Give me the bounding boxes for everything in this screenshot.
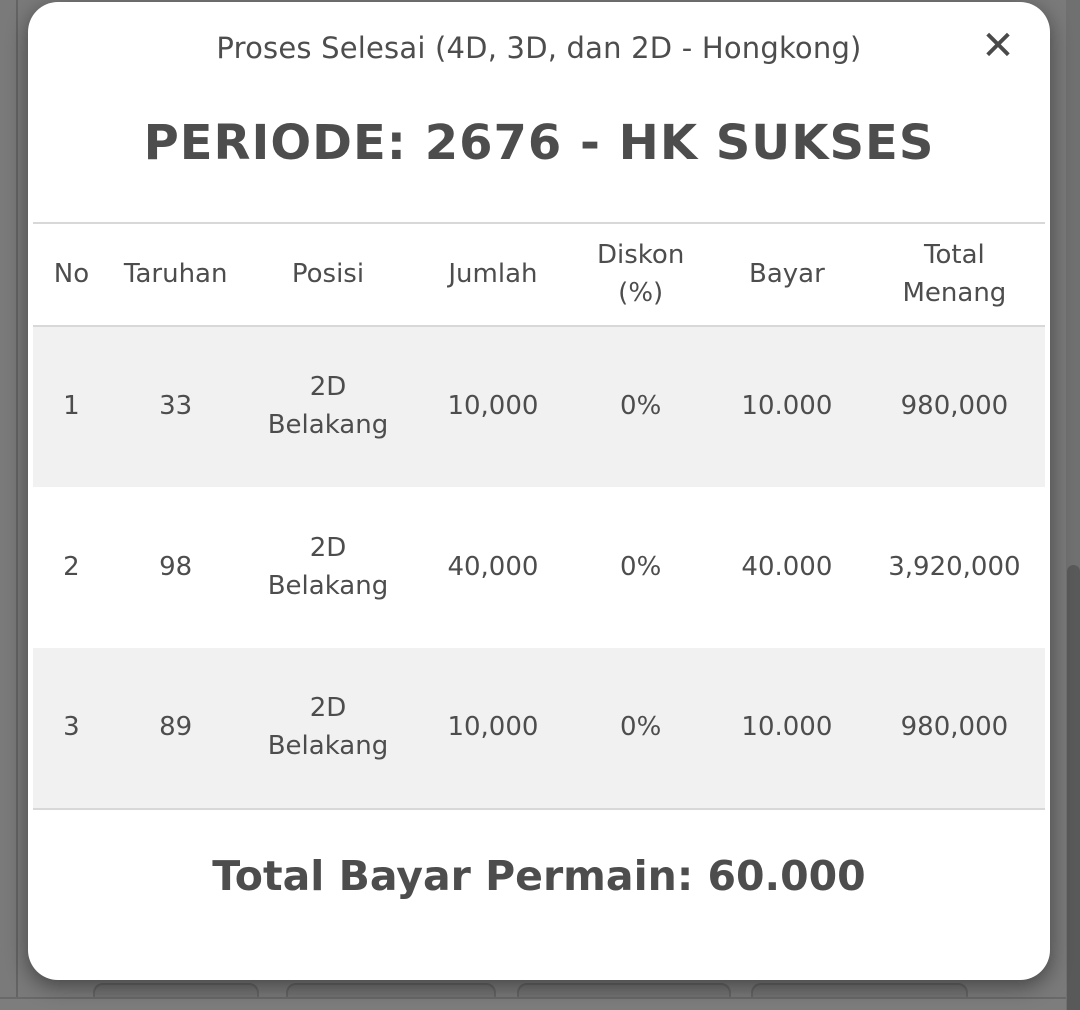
cell-diskon: 0% xyxy=(620,391,662,422)
column-header-diskon: Diskon (%) xyxy=(597,239,685,308)
cell-posisi: 2D Belakang xyxy=(267,532,389,601)
scrollbar-track[interactable] xyxy=(1066,0,1080,1010)
cell-taruhan: 33 xyxy=(159,391,193,422)
cell-bayar: 10.000 xyxy=(741,391,833,422)
cell-bayar: 40.000 xyxy=(741,551,833,582)
table-row xyxy=(33,648,1045,809)
bets-table-container xyxy=(33,222,1045,810)
total-bayar-line: Total Bayar Permain: 60.000 xyxy=(212,852,866,900)
scrollbar-thumb[interactable] xyxy=(1067,565,1080,1010)
background-page-edge xyxy=(16,0,18,1010)
column-header-total-menang: Total Menang xyxy=(902,239,1007,308)
background-bottom-bar xyxy=(0,997,1080,1010)
column-header-taruhan: Taruhan xyxy=(123,258,228,289)
cell-total-menang: 3,920,000 xyxy=(888,551,1021,582)
modal-title: Proses Selesai (4D, 3D, dan 2D - Hongkong) xyxy=(216,31,862,65)
column-header-posisi: Posisi xyxy=(291,258,365,289)
periode-heading: PERIODE: 2676 - HK SUKSES xyxy=(143,115,935,171)
cell-posisi: 2D Belakang xyxy=(267,372,389,440)
cell-taruhan: 89 xyxy=(159,712,193,743)
cell-no: 1 xyxy=(63,391,80,422)
process-complete-modal xyxy=(28,2,1050,980)
bets-table xyxy=(33,222,1045,810)
cell-posisi: 2D Belakang xyxy=(267,693,389,761)
cell-diskon: 0% xyxy=(620,551,662,582)
cell-total-menang: 980,000 xyxy=(900,391,1009,422)
cell-jumlah: 10,000 xyxy=(447,391,539,422)
cell-diskon: 0% xyxy=(620,712,662,743)
cell-jumlah: 40,000 xyxy=(447,551,539,582)
cell-jumlah: 10,000 xyxy=(447,712,539,743)
table-row xyxy=(33,326,1045,487)
close-icon[interactable]: ✕ xyxy=(974,22,1022,70)
table-header-row xyxy=(33,223,1045,326)
column-header-jumlah: Jumlah xyxy=(448,258,538,289)
column-header-no: No xyxy=(53,258,90,289)
cell-no: 3 xyxy=(63,712,80,743)
column-header-bayar: Bayar xyxy=(749,258,825,289)
cell-taruhan: 98 xyxy=(159,551,193,582)
cell-bayar: 10.000 xyxy=(741,712,833,743)
cell-no: 2 xyxy=(63,551,80,582)
cell-total-menang: 980,000 xyxy=(900,712,1009,743)
table-row xyxy=(33,487,1045,648)
